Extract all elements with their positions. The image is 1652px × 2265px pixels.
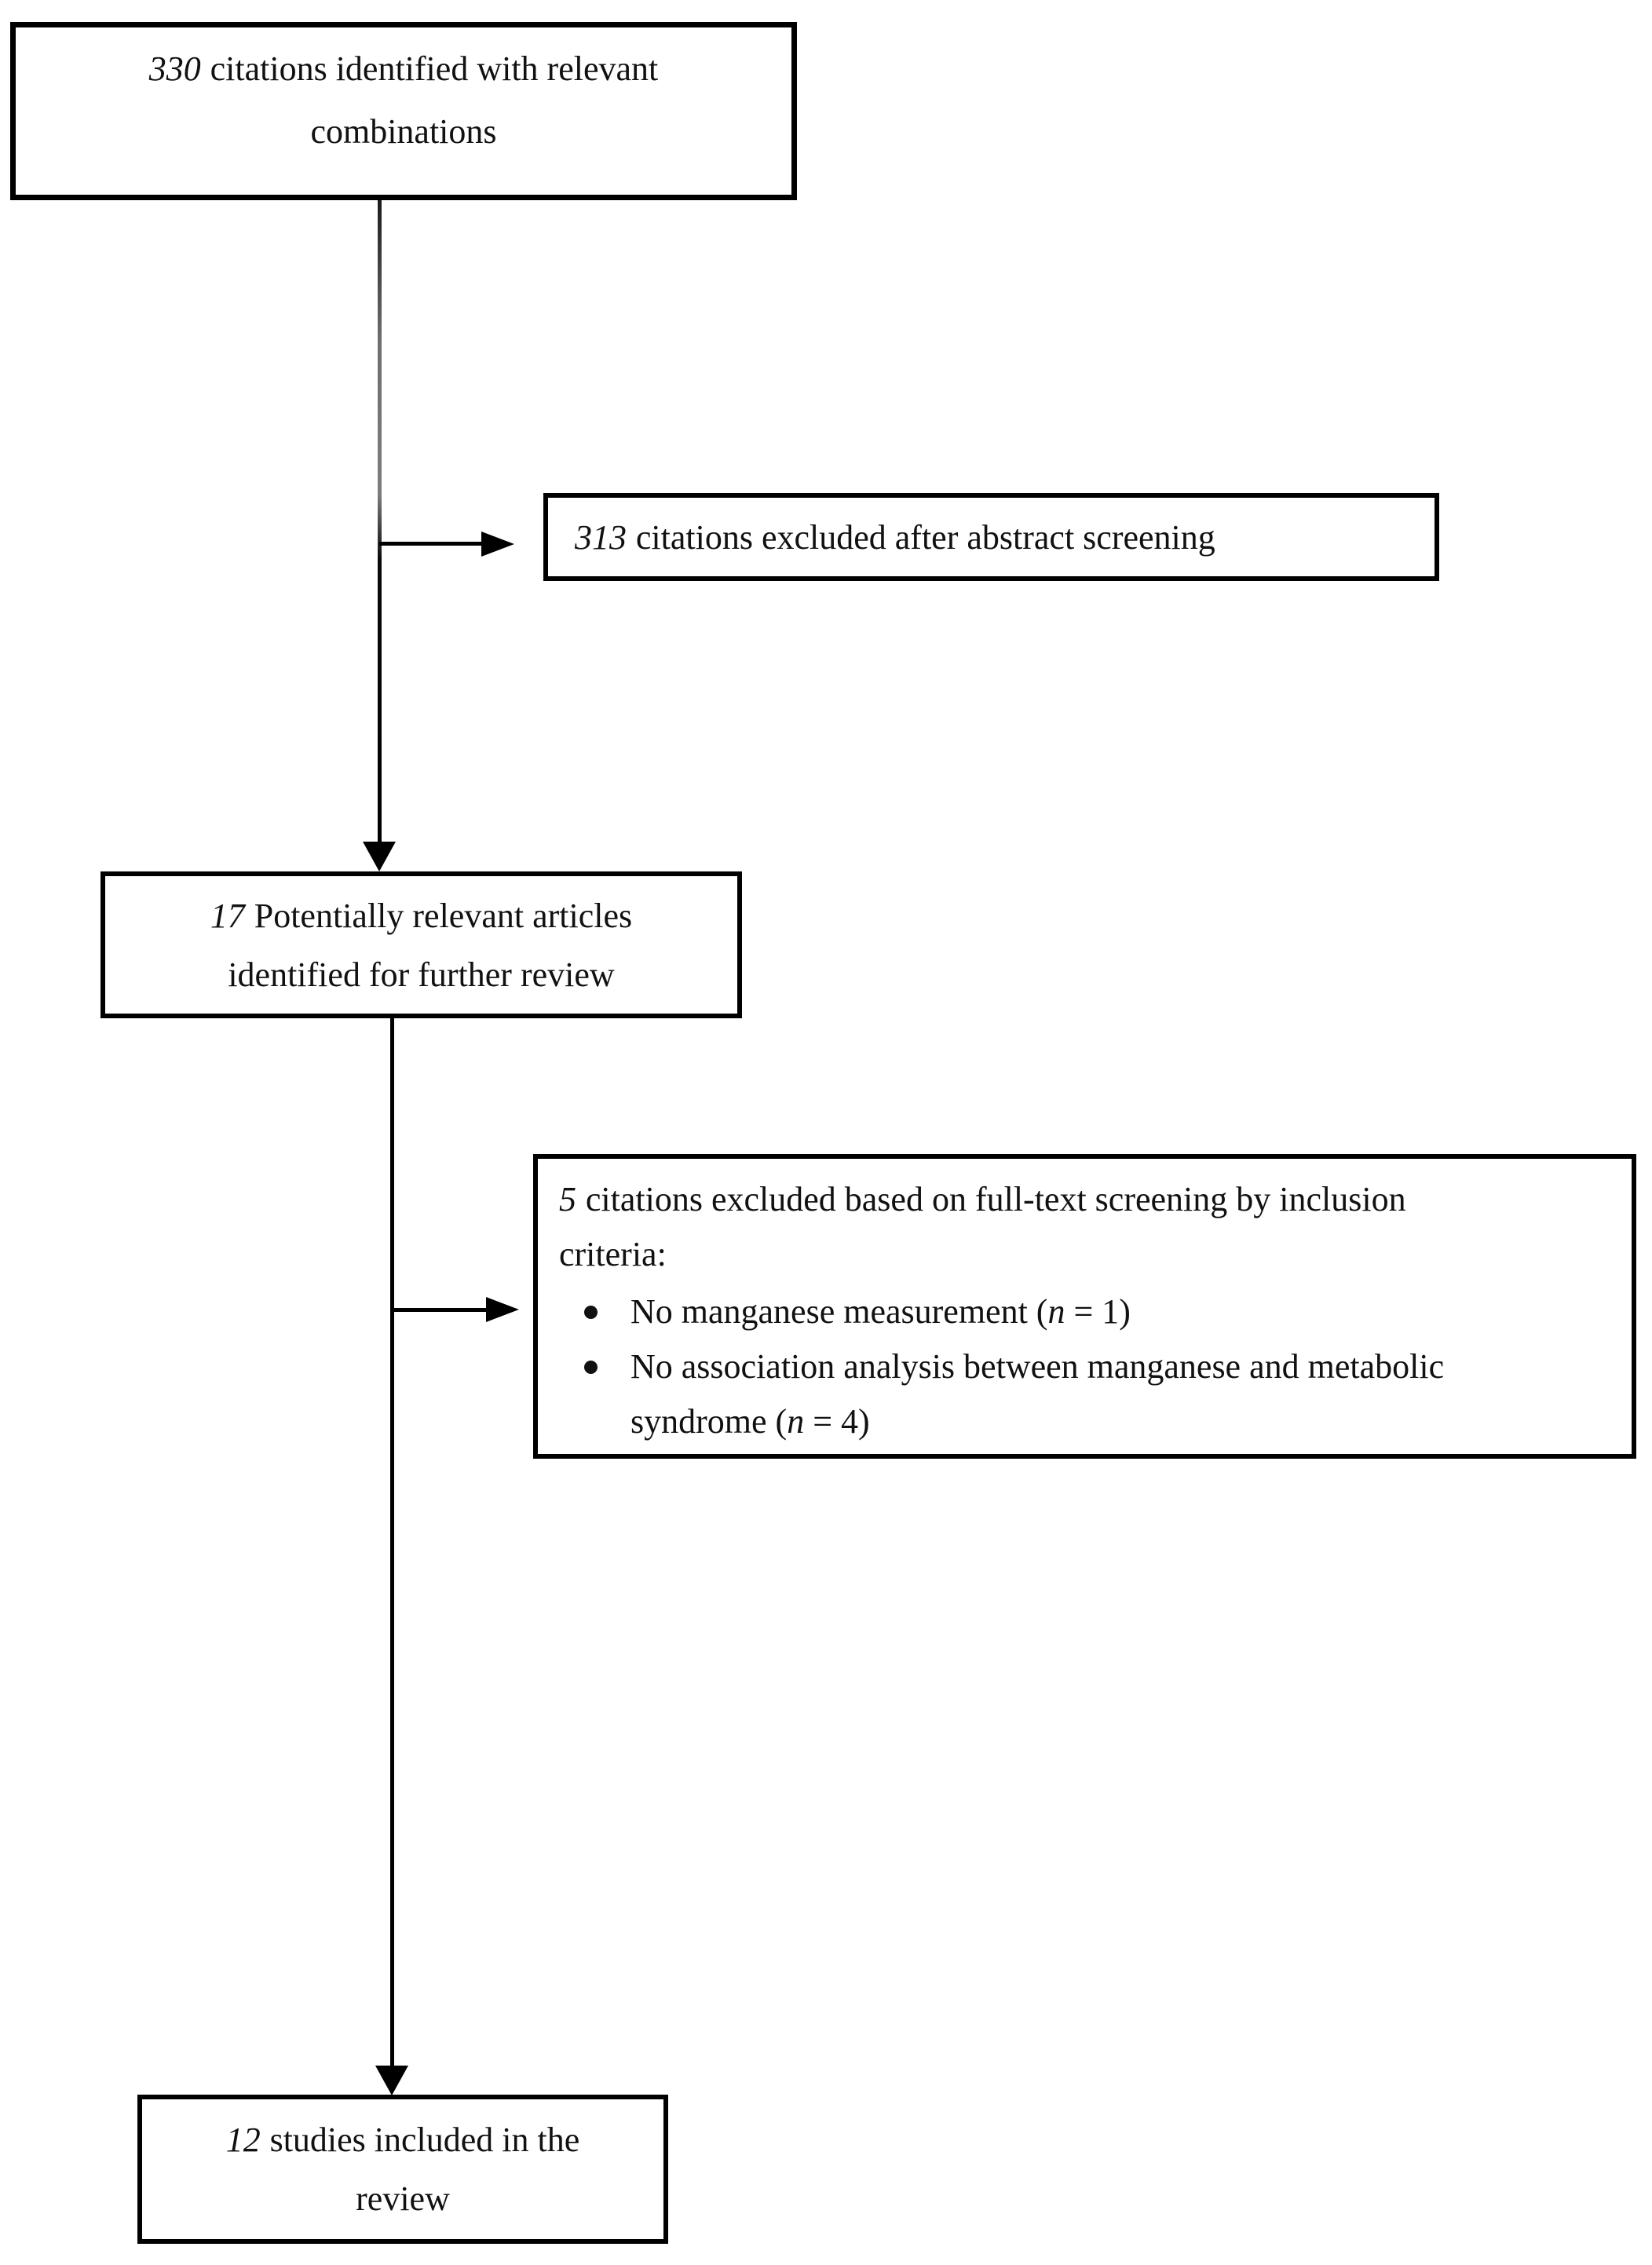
- bullet-text: = 1): [1065, 1292, 1131, 1331]
- arrowhead-down-icon: [363, 842, 396, 871]
- n-variable: n: [1047, 1292, 1065, 1331]
- bullet-text: = 4): [804, 1402, 870, 1441]
- bullet-icon: [584, 1361, 598, 1374]
- box-text-line: [149, 38, 658, 100]
- box-text-line: review: [356, 2179, 450, 2218]
- connector-line-relevant-to-included: [390, 1018, 394, 2066]
- connector-line-identified-to-relevant: [378, 200, 382, 842]
- connector-line-branch-to-abstract-exclusion: [379, 542, 481, 546]
- count-included: 12: [225, 2121, 261, 2159]
- n-variable: n: [787, 1402, 805, 1441]
- count-potentially-relevant: 17: [210, 896, 245, 935]
- connector-line-branch-to-fulltext-exclusion: [392, 1308, 486, 1312]
- box-text: citations excluded after abstract screening: [635, 517, 1215, 557]
- box-potentially-relevant: [101, 871, 742, 1018]
- bullet-text: No association analysis between manganese and metabolic syndrome (: [630, 1347, 1445, 1441]
- box-text: citations identified with relevant: [210, 49, 659, 88]
- box-text-line: identified for further review: [228, 955, 615, 994]
- box-citations-excluded-abstract: [543, 493, 1439, 581]
- box-citations-identified: [10, 22, 797, 200]
- arrowhead-down-icon: [375, 2066, 408, 2095]
- box-text: citations excluded based on full-text screening by inclusion: [585, 1180, 1406, 1218]
- bullet-icon: [584, 1306, 598, 1319]
- box-text-line: combinations: [310, 112, 497, 151]
- count-identified: 330: [148, 49, 201, 88]
- count-excluded-abstract: 313: [575, 517, 627, 557]
- box-studies-included: [137, 2095, 668, 2244]
- box-text: Potentially relevant articles: [254, 896, 633, 935]
- box-excluded-fulltext: [533, 1154, 1636, 1459]
- box-text-line: [559, 1172, 1608, 1227]
- box-text: studies included in the: [269, 2121, 580, 2159]
- arrowhead-right-icon: [486, 1297, 519, 1322]
- count-excluded-fulltext: 5: [559, 1180, 576, 1218]
- arrowhead-right-icon: [481, 532, 514, 557]
- bullet-text: No manganese measurement (: [630, 1292, 1048, 1331]
- box-text-line: [226, 2110, 580, 2169]
- exclusion-reasons-list: [559, 1284, 1608, 1449]
- box-text-line: [210, 886, 632, 945]
- exclusion-reason-no-measurement: [559, 1284, 1565, 1339]
- box-text-line: [575, 517, 1215, 557]
- exclusion-reason-no-association: [559, 1339, 1565, 1449]
- box-text-line: criteria:: [559, 1235, 667, 1273]
